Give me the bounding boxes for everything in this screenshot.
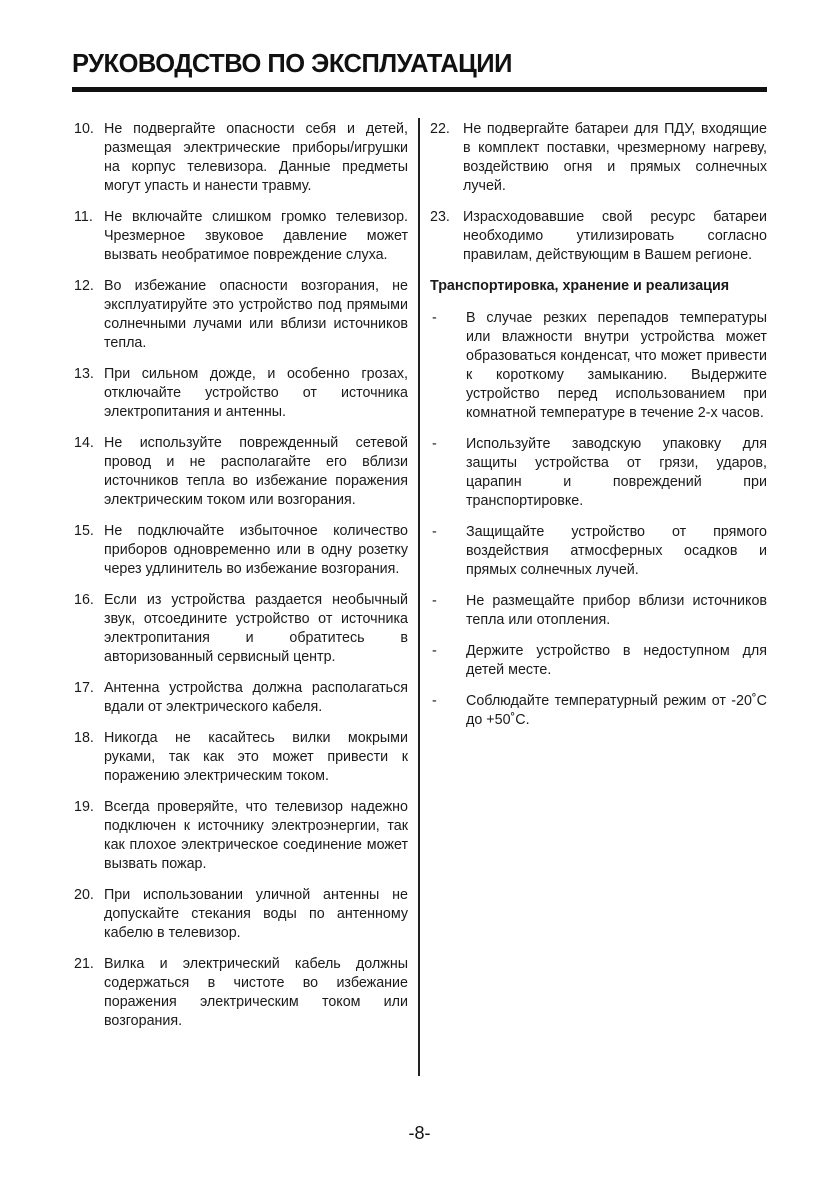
item-text: При сильном дожде, и особенно грозах, отключайте устройство от источника электропитания и антенны.	[104, 366, 408, 420]
bullet-dash: -	[432, 524, 437, 540]
item-text: Не подключайте избыточное количество приборов одновременно или в одну розетку через удлинитель во избежание возгорания.	[104, 523, 408, 577]
item-number: 23.	[430, 209, 450, 225]
list-item	[74, 277, 408, 353]
bullet-text: Держите устройство в недоступном для детей месте.	[466, 643, 767, 678]
bullet-dash: -	[432, 593, 437, 609]
list-item	[74, 522, 408, 579]
item-number: 12.	[74, 278, 94, 294]
column-divider	[418, 118, 420, 1076]
list-item	[74, 798, 408, 874]
bullet-text: Используйте заводскую упаковку для защиты устройства от грязи, ударов, царапин и повреждений при транспортировке.	[466, 436, 767, 509]
bullet-text: В случае резких перепадов температуры или влажности внутри устройства может образоваться конденсат, что может привести к короткому замыканию. Выдержите устройство перед использованием при комнатной температуре в течение 2-х часов.	[466, 310, 767, 421]
page-number: -8-	[408, 1123, 431, 1143]
left-column	[74, 120, 408, 1043]
item-number: 20.	[74, 887, 94, 903]
item-text: Не подвергайте опасности себя и детей, размещая электрические приборы/игрушки на корпус телевизора. Данные предметы могут упасть и нанести травму.	[104, 121, 408, 194]
item-text: При использовании уличной антенны не допускайте стекания воды по антенному кабелю в телевизор.	[104, 887, 408, 941]
bullet-item	[430, 435, 767, 511]
item-text: Не подвергайте батареи для ПДУ, входящие в комплект поставки, чрезмерному нагреву, воздействию огня и прямых солнечных лучей.	[463, 121, 767, 194]
bullet-item	[430, 642, 767, 680]
item-number: 13.	[74, 366, 94, 382]
list-item	[430, 208, 767, 265]
item-text: Вилка и электрический кабель должны содержаться в чистоте во избежание поражения электрическим током или возгорания.	[104, 956, 408, 1029]
list-item	[74, 434, 408, 510]
item-number: 22.	[430, 121, 450, 137]
bullet-dash: -	[432, 693, 437, 709]
section-heading: Транспортировка, хранение и реализация	[430, 278, 730, 294]
list-item	[74, 886, 408, 943]
item-text: Не включайте слишком громко телевизор. Чрезмерное звуковое давление может вызвать необратимое повреждение слуха.	[104, 209, 408, 263]
item-number: 18.	[74, 730, 94, 746]
item-text: Во избежание опасности возгорания, не эксплуатируйте это устройство под прямыми солнечными лучами или вблизи источников тепла.	[104, 278, 408, 351]
item-number: 16.	[74, 592, 94, 608]
list-item	[430, 120, 767, 196]
item-number: 15.	[74, 523, 94, 539]
bullet-item	[430, 309, 767, 423]
item-number: 19.	[74, 799, 94, 815]
item-text: Если из устройства раздается необычный звук, отсоедините устройство от источника электропитания и обратитесь в авторизованный сервисный центр.	[104, 592, 408, 665]
item-text: Израсходовавшие свой ресурс батареи необходимо утилизировать согласно правилам, действующим в Вашем регионе.	[463, 209, 767, 263]
item-number: 14.	[74, 435, 94, 451]
bullet-item	[430, 592, 767, 630]
item-text: Не используйте поврежденный сетевой провод и не располагайте его вблизи источников тепла во избежание поражения электрическим током или возгорания.	[104, 435, 408, 508]
item-text: Антенна устройства должна располагаться вдали от электрического кабеля.	[104, 680, 408, 715]
item-number: 17.	[74, 680, 94, 696]
item-number: 21.	[74, 956, 94, 972]
item-text: Всегда проверяйте, что телевизор надежно подключен к источнику электроэнергии, так как плохое электрическое соединение может вызвать пожар.	[104, 799, 408, 872]
bullet-dash: -	[432, 643, 437, 659]
bullet-text: Соблюдайте температурный режим от -20˚С до +50˚С.	[466, 693, 767, 728]
list-item	[74, 729, 408, 786]
bullet-item	[430, 692, 767, 730]
page-title: РУКОВОДСТВО ПО ЭКСПЛУАТАЦИИ	[72, 50, 512, 78]
item-number: 11.	[74, 209, 93, 225]
list-item	[74, 208, 408, 265]
bullet-dash: -	[432, 310, 437, 326]
bullet-dash: -	[432, 436, 437, 452]
list-item	[74, 120, 408, 196]
list-item	[74, 591, 408, 667]
bullet-text: Не размещайте прибор вблизи источников тепла или отопления.	[466, 593, 767, 628]
item-text: Никогда не касайтесь вилки мокрыми руками, так как это может привести к поражению электрическим током.	[104, 730, 408, 784]
title-underline	[72, 87, 767, 92]
bullet-item	[430, 523, 767, 580]
list-item	[74, 365, 408, 422]
list-item	[74, 679, 408, 717]
item-number: 10.	[74, 121, 94, 137]
right-column	[430, 120, 767, 742]
bullet-text: Защищайте устройство от прямого воздействия атмосферных осадков и прямых солнечных лучей.	[466, 524, 767, 578]
list-item	[74, 955, 408, 1031]
